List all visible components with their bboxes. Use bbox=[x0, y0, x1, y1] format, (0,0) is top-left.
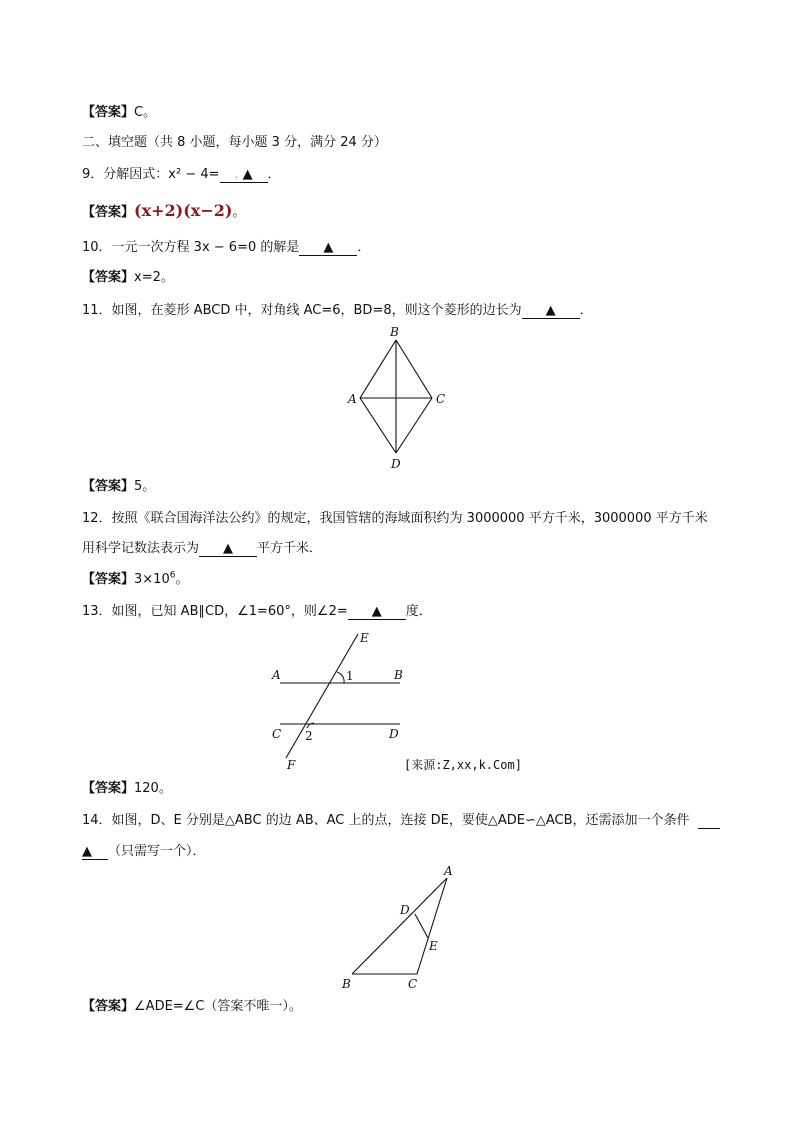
answer-13: 【答案】120。 bbox=[82, 781, 172, 796]
angle-label-1: 1 bbox=[346, 669, 354, 683]
answer-text: 5。 bbox=[134, 479, 156, 494]
question-text: 10．一元一次方程 3x − 6=0 的解是 bbox=[82, 240, 300, 255]
point-label-d: D bbox=[400, 903, 410, 917]
question-12-line1: 12．按照《联合国海洋法公约》的规定，我国管辖的海域面积约为 3000000 平方千米，3000000 平方千米 bbox=[82, 511, 708, 526]
point-label-c: C bbox=[272, 727, 282, 741]
vertex-label-d: D bbox=[391, 457, 401, 471]
answer-text: x=2。 bbox=[134, 270, 174, 285]
vertex-label-c: C bbox=[408, 977, 418, 991]
triangle-figure bbox=[334, 864, 464, 994]
question-text: 9．分解因式： bbox=[82, 167, 169, 182]
vertex-label-a: A bbox=[348, 392, 357, 406]
vertex-label-a: A bbox=[444, 864, 453, 878]
vertex-label-b: B bbox=[390, 325, 399, 339]
answer-text: ∠ADE=∠C（答案不唯一）。 bbox=[134, 999, 302, 1014]
vertex-label-c: C bbox=[436, 392, 446, 406]
question-10: 10．一元一次方程 3x − 6=0 的解是 ▲ ． bbox=[82, 240, 371, 255]
point-label-e: E bbox=[429, 939, 438, 953]
answer-14: 【答案】∠ADE=∠C（答案不唯一）。 bbox=[82, 999, 302, 1014]
question-text: 13．如图，已知 AB∥CD，∠1=60°，则∠2= bbox=[82, 604, 348, 619]
answer-text: C。 bbox=[134, 105, 157, 120]
answer-blank: ▲ bbox=[522, 304, 580, 319]
question-13: 13．如图，已知 AB∥CD，∠1=60°，则∠2= ▲ 度． bbox=[82, 604, 432, 619]
answer-expression: (x+2)(x−2) bbox=[134, 201, 233, 220]
answer-label: 【答案】 bbox=[82, 105, 135, 120]
answer-blank: ▲ bbox=[299, 241, 357, 256]
question-9: 9．分解因式：x² − 4= . ▲ ． bbox=[82, 167, 281, 182]
answer-12: 【答案】$3\times 10^6$。 bbox=[82, 570, 189, 587]
source-note: [来源:Z,xx,k.Com] bbox=[404, 758, 522, 772]
point-label-f: F bbox=[287, 758, 296, 772]
answer-blank-start bbox=[698, 814, 720, 829]
question-14-line1: 14．如图，D、E 分别是△ABC 的边 AB、AC 上的点，连接 DE，要使△ADE∽△ACB，还需添加一个条件 bbox=[82, 812, 720, 830]
answer-8 bbox=[82, 104, 156, 122]
vertex-label-b: B bbox=[342, 977, 351, 991]
question-text: 11．如图，在菱形 ABCD 中，对角线 AC=6，BD=8，则这个菱形的边长为 bbox=[82, 303, 522, 318]
point-label-d: D bbox=[389, 727, 399, 741]
parallel-lines-figure bbox=[262, 626, 412, 774]
question-14-line2: ▲ （只需写一个）． bbox=[82, 844, 206, 859]
rhombus-figure bbox=[340, 322, 460, 472]
point-label-e: E bbox=[360, 631, 369, 645]
section-heading: 二、填空题（共 8 小题，每小题 3 分，满分 24 分） bbox=[82, 135, 387, 150]
answer-blank: ▲ bbox=[199, 542, 257, 557]
answer-text: 120。 bbox=[134, 781, 172, 796]
answer-blank: . ▲ bbox=[220, 168, 268, 183]
point-label-b: B bbox=[394, 668, 403, 682]
answer-blank-end: ▲ bbox=[82, 845, 108, 860]
point-label-a: A bbox=[272, 668, 281, 682]
answer-10: 【答案】x=2。 bbox=[82, 270, 174, 285]
angle-label-2: 2 bbox=[305, 729, 313, 743]
answer-blank: ▲ bbox=[348, 605, 406, 620]
answer-11: 【答案】5。 bbox=[82, 479, 156, 494]
question-12-line2: 用科学记数法表示为 ▲ 平方千米． bbox=[82, 541, 323, 556]
answer-9: 【答案】(x+2)(x−2)。 bbox=[82, 201, 246, 220]
question-11: 11．如图，在菱形 ABCD 中，对角线 AC=6，BD=8，则这个菱形的边长为 ▲ ． bbox=[82, 303, 593, 318]
answer-text: 3×10 bbox=[134, 572, 170, 587]
question-expr: x² − 4= bbox=[168, 167, 220, 182]
